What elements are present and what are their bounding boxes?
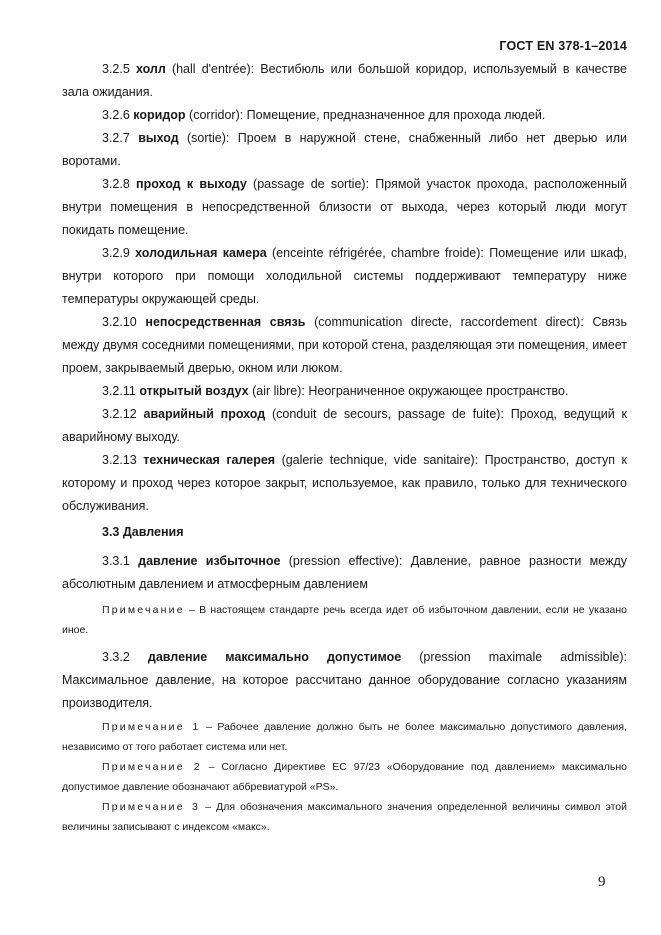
definition-item: 3.3.2 давление максимально допустимое (pression maximale admissible): Максимальное давление, на которое рассчитано данное оборудование согласно указаниям производителя. [62, 650, 627, 710]
definition-item: 3.2.12 аварийный проход (conduit de secours, passage de fuite): Проход, ведущий к аварийному выходу. [62, 407, 627, 444]
term: открытый воздух [139, 384, 249, 398]
definition-item: 3.2.9 холодильная камера (enceinte réfrigérée, chambre froide): Помещение или шкаф, внутри которого при помощи холодильной системы поддерживают температуру ниже температуры окружающей среды. [62, 246, 627, 306]
standard-header: ГОСТ EN 378-1–2014 [499, 39, 627, 53]
note: Примечание 2 – Согласно Директиве ЕС 97/23 «Оборудование под давлением» максимально допустимое давление обозначают аббревиатурой «PS». [62, 761, 628, 793]
term: аварийный проход [143, 407, 266, 421]
section-heading: 3.3 Давления [102, 525, 184, 539]
definition-item: 3.3.1 давление избыточное (pression effective): Давление, равное разности между абсолютным давлением и атмосферным давлением [62, 554, 627, 591]
definition-item: 3.2.5 холл (hall d'entrée): Вестибюль или большой коридор, используемый в качестве зала ожидания. [62, 62, 627, 99]
definition-item: 3.2.11 открытый воздух (air libre): Неограниченное окружающее пространство. [102, 384, 569, 398]
term: коридор [133, 108, 186, 122]
page-number: 9 [598, 874, 606, 890]
definition-item: 3.2.7 выход (sortie): Проем в наружной стене, снабженный либо нет дверью или воротами. [62, 131, 627, 168]
term: непосредственная связь [145, 315, 306, 329]
term: проход к выходу [136, 177, 247, 191]
definition-item: 3.2.8 проход к выходу (passage de sortie): Прямой участок прохода, расположенный внутри помещения в непосредственной близости от выхода, через который люди могут покидать помещение. [62, 177, 627, 237]
term: холодильная камера [135, 246, 267, 260]
term: холл [135, 62, 166, 76]
document-body [62, 58, 627, 837]
definition-item: 3.2.6 коридор (corridor): Помещение, предназначенное для прохода людей. [102, 108, 546, 122]
note: Примечание 1 – Рабочее давление должно быть не более максимально допустимого давления, независимо от того работает система или нет. [62, 721, 628, 753]
note: Примечание – В настоящем стандарте речь всегда идет об избыточном давлении, если не указано иное. [62, 604, 627, 636]
term: техническая галерея [143, 453, 276, 467]
note: Примечание 3 – Для обозначения максимального значения определенной величины символ этой величины записывают с индексом «макс». [62, 801, 627, 833]
definition-item: 3.2.13 техническая галерея (galerie technique, vide sanitaire): Пространство, доступ к которому и проход через которое закрыт, используемое, как правило, только для технического обслуживания. [62, 453, 627, 513]
term: выход [138, 131, 179, 145]
term: давление максимально допустимое [147, 650, 402, 664]
definition-item: 3.2.10 непосредственная связь (communication directe, raccordement direct): Связь между двумя соседними помещениями, при которой стена, разделяющая эти помещения, имеет проем, закрываемый дверью, окном или люком. [62, 315, 627, 375]
term: давление избыточное [138, 554, 281, 568]
